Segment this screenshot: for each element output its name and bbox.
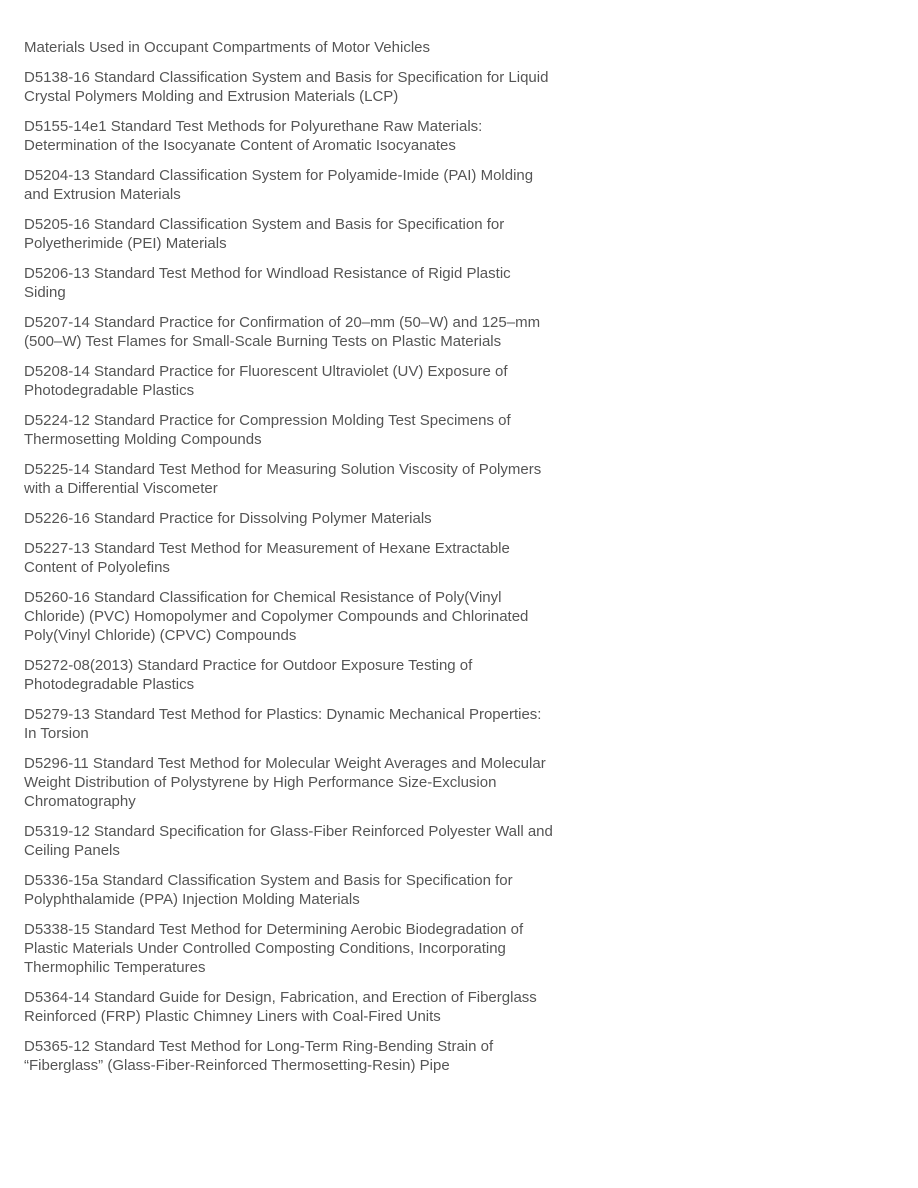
standard-entry: D5365-12 Standard Test Method for Long-Term Ring-Bending Strain of “Fiberglass” (Glass-Fiber-Reinforced Thermosetting-Resin) Pipe (24, 1038, 494, 1074)
standard-entry: D5319-12 Standard Specification for Glass-Fiber Reinforced Polyester Wall and Ceiling Panels (24, 823, 553, 859)
standard-entry: D5336-15a Standard Classification System and Basis for Specification for Polyphthalamide (PPA) Injection Molding Materials (24, 872, 513, 908)
standard-entry: D5260-16 Standard Classification for Chemical Resistance of Poly(Vinyl Chloride) (PVC) Homopolymer and Copolymer Compounds and Chlorinated Poly(Vinyl Chloride) (CPVC) Compounds (24, 589, 529, 644)
standard-entry: D5296-11 Standard Test Method for Molecular Weight Averages and Molecular Weight Distribution of Polystyrene by High Performance Size-Exclusion Chromatography (24, 755, 546, 810)
standard-entry: D5279-13 Standard Test Method for Plastics: Dynamic Mechanical Properties: In Torsion (24, 706, 542, 742)
standard-entry: D5364-14 Standard Guide for Design, Fabrication, and Erection of Fiberglass Reinforced (FRP) Plastic Chimney Liners with Coal-Fired Units (24, 989, 537, 1025)
standards-list (24, 38, 554, 1086)
standard-entry: D5338-15 Standard Test Method for Determining Aerobic Biodegradation of Plastic Materials Under Controlled Composting Conditions, Incorporating Thermophilic Temperatures (24, 921, 524, 976)
standard-entry: D5206-13 Standard Test Method for Windload Resistance of Rigid Plastic Siding (24, 265, 511, 301)
standard-entry: D5138-16 Standard Classification System and Basis for Specification for Liquid Crystal Polymers Molding and Extrusion Materials (LCP) (24, 69, 549, 105)
standard-entry: D5272-08(2013) Standard Practice for Outdoor Exposure Testing of Photodegradable Plastics (24, 657, 473, 693)
standard-entry: D5205-16 Standard Classification System and Basis for Specification for Polyetherimide (PEI) Materials (24, 216, 505, 252)
standard-entry: D5207-14 Standard Practice for Confirmation of 20–mm (50–W) and 125–mm (500–W) Test Flames for Small-Scale Burning Tests on Plastic Materials (24, 314, 541, 350)
standard-entry: D5225-14 Standard Test Method for Measuring Solution Viscosity of Polymers with a Differential Viscometer (24, 461, 542, 497)
standard-entry: Materials Used in Occupant Compartments of Motor Vehicles (24, 39, 431, 56)
standard-entry: D5224-12 Standard Practice for Compression Molding Test Specimens of Thermosetting Molding Compounds (24, 412, 511, 448)
standard-entry: D5204-13 Standard Classification System for Polyamide-Imide (PAI) Molding and Extrusion Materials (24, 167, 534, 203)
standard-entry: D5208-14 Standard Practice for Fluorescent Ultraviolet (UV) Exposure of Photodegradable Plastics (24, 363, 508, 399)
standard-entry: D5227-13 Standard Test Method for Measurement of Hexane Extractable Content of Polyolefins (24, 540, 510, 576)
standard-entry: D5226-16 Standard Practice for Dissolving Polymer Materials (24, 510, 432, 527)
standard-entry: D5155-14e1 Standard Test Methods for Polyurethane Raw Materials: Determination of the Isocyanate Content of Aromatic Isocyanates (24, 118, 483, 154)
